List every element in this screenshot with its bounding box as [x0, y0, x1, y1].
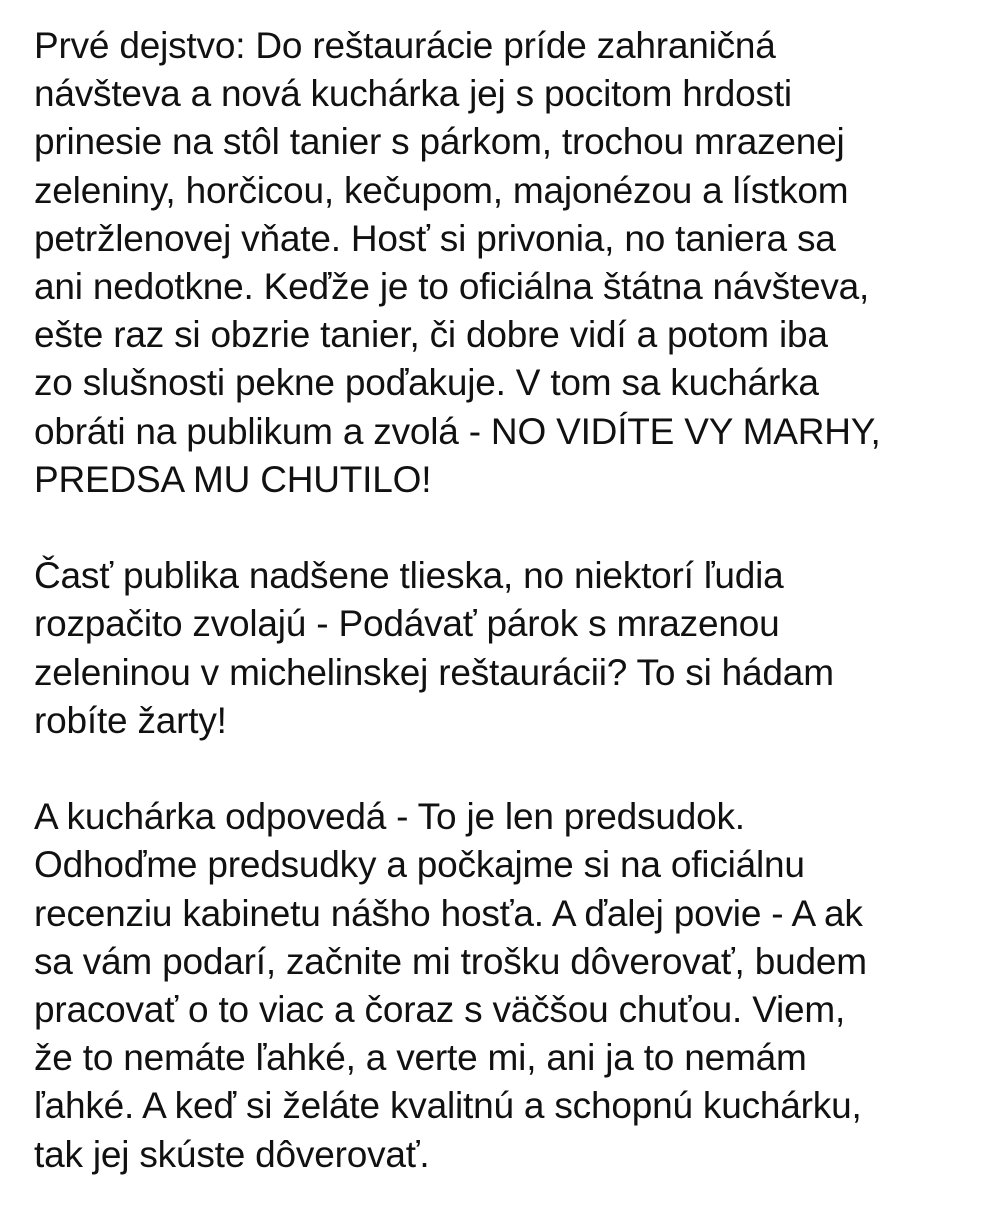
- post-text: [34, 22, 984, 1179]
- paragraph-cook-reply: A kuchárka odpovedá - To je len predsudok. Odhoďme predsudky a počkajme si na oficiálnu recenziu kabinetu nášho hosťa. A ďalej povie - A ak sa vám podarí, začnite mi trošku dôverovať, budem pracovať o to viac a čoraz s väčšou chuťou. Viem, že to nemáte ľahké, a verte mi, ani ja to nemám ľahké. A keď si želáte kvalitnú a schopnú kuchárku, tak jej skúste dôverovať.: [34, 796, 867, 1175]
- paragraph-first-act: Prvé dejstvo: Do reštaurácie príde zahraničná návšteva a nová kuchárka jej s pocitom hrdosti prinesie na stôl tanier s párkom, trochou mrazenej zeleniny, horčicou, kečupom, majonézou a lístkom petržlenovej vňate. Hosť si privonia, no taniera sa ani nedotkne. Keďže je to oficiálna štátna návšteva, ešte raz si obzrie tanier, či dobre vidí a potom iba zo slušnosti pekne poďakuje. V tom sa kuchárka obráti na publikum a zvolá - NO VIDÍTE VY MARHY, PREDSA MU CHUTILO!: [34, 25, 881, 500]
- paragraph-audience-reaction: Časť publika nadšene tlieska, no niektorí ľudia rozpačito zvolajú - Podávať párok s mrazenou zeleninou v michelinskej reštaurácii? To si hádam robíte žarty!: [34, 555, 834, 741]
